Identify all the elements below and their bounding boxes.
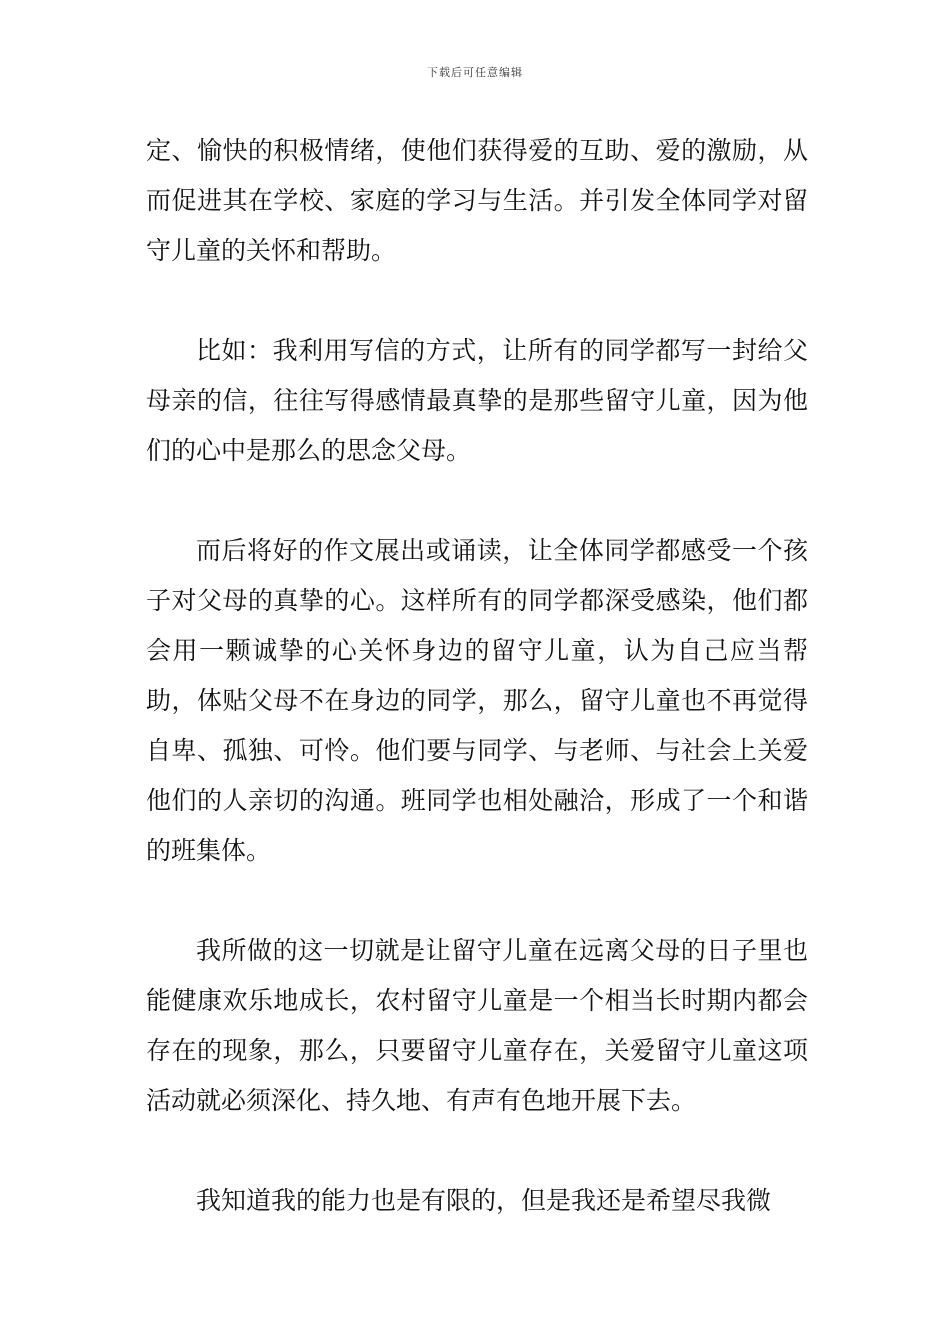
paragraph-5: 我知道我的能力也是有限的，但是我还是希望尽我微: [196, 1186, 772, 1215]
paragraph-4: 我所做的这一切就是让留守儿童在远离父母的日子里也能健康欢乐地成长，农村留守儿童是一个相当长时期内都会存在的现象，那么，只要留守儿童存在，关爱留守儿童这项活动就必须深化、持久地、有声有色地开展下去。: [146, 936, 808, 1115]
document-body: [146, 126, 808, 1276]
paragraph-2: 比如：我利用写信的方式，让所有的同学都写一封给父母亲的信，往往写得感情最真挚的是那些留守儿童，因为他们的心中是那么的思念父母。: [146, 336, 808, 465]
paragraph-3: 而后将好的作文展出或诵读，让全体同学都感受一个孩子对父母的真挚的心。这样所有的同学都深受感染，他们都会用一颗诚挚的心关怀身边的留守儿童，认为自己应当帮助，体贴父母不在身边的同学，那么，留守儿童也不再觉得自卑、孤独、可怜。他们要与同学、与老师、与社会上关爱他们的人亲切的沟通。班同学也相处融洽，形成了一个和谐的班集体。: [146, 536, 808, 865]
paragraph-1: 定、愉快的积极情绪，使他们获得爱的互助、爱的激励，从而促进其在学校、家庭的学习与生活。并引发全体同学对留守儿童的关怀和帮助。: [146, 136, 808, 265]
page-header: 下载后可任意编辑: [427, 66, 523, 79]
